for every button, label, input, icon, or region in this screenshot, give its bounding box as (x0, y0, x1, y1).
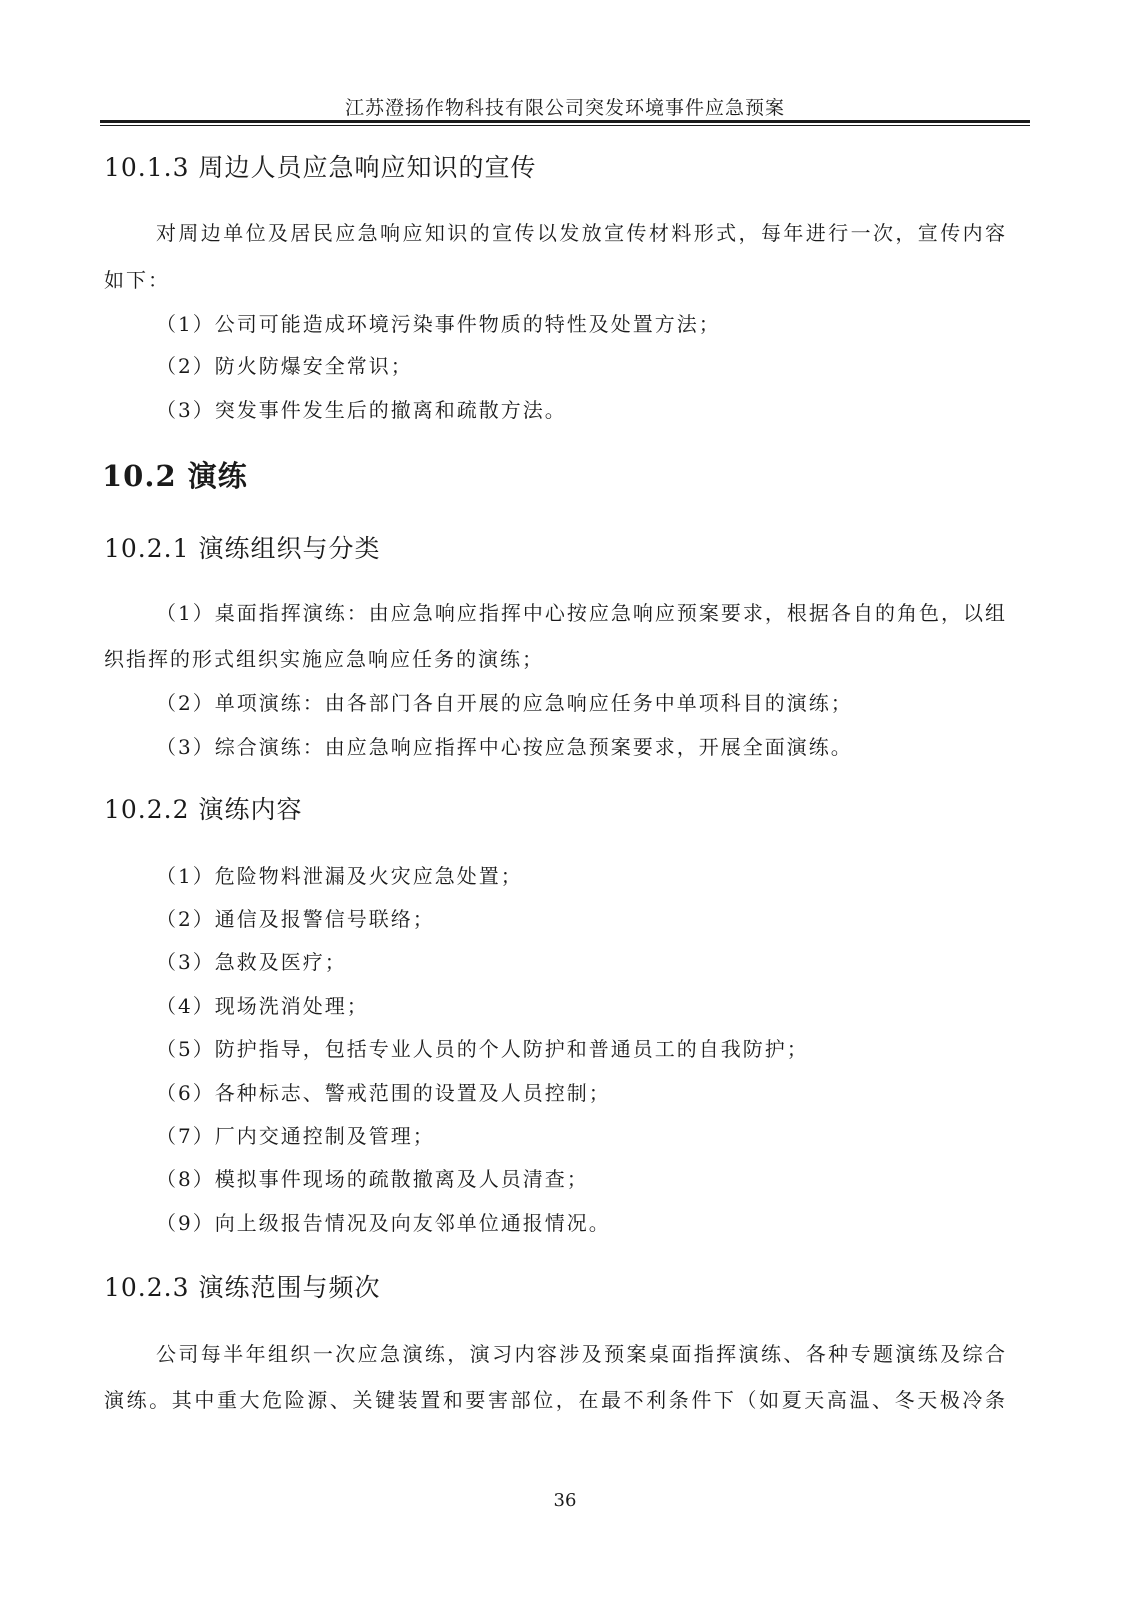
section-10-2-1-item2: （2）单项演练：由各部门各自开展的应急响应任务中单项科目的演练； (156, 691, 853, 715)
section-10-2-2-item: （6）各种标志、警戒范围的设置及人员控制； (156, 1081, 611, 1105)
document-header-title: 江苏澄扬作物科技有限公司突发环境事件应急预案 (344, 97, 785, 119)
section-10-2-2-item: （8）模拟事件现场的疏散撤离及人员清查； (156, 1167, 589, 1191)
section-10-1-3-item: （3）突发事件发生后的撤离和疏散方法。 (156, 398, 567, 422)
header-rule-thick (100, 120, 1030, 123)
section-10-2-2-item: （5）防护指导，包括专业人员的个人防护和普通员工的自我防护； (156, 1037, 809, 1061)
section-10-2-3-para-line1: 公司每半年组织一次应急演练，演习内容涉及预案桌面指挥演练、各种专题演练及综合 (156, 1342, 1006, 1366)
section-10-2-1-item1-line2: 织指挥的形式组织实施应急响应任务的演练； (104, 647, 544, 671)
section-10-1-3-intro-line2: 如下： (104, 268, 170, 292)
section-10-1-3-item: （1）公司可能造成环境污染事件物质的特性及处置方法； (156, 312, 721, 336)
section-10-2-1-item1-line1: （1）桌面指挥演练：由应急响应指挥中心按应急响应预案要求，根据各自的角色，以组 (156, 601, 1006, 625)
section-10-2-3-para-line2: 演练。其中重大危险源、关键装置和要害部位，在最不利条件下（如夏天高温、冬天极冷条 (104, 1388, 1006, 1412)
section-10-2-2-item: （4）现场洗消处理； (156, 994, 369, 1018)
section-10-1-3-item: （2）防火防爆安全常识； (156, 354, 413, 378)
section-10-2-3-heading: 10.2.3 演练范围与频次 (104, 1273, 381, 1302)
section-10-2-heading: 10.2 演练 (102, 459, 248, 493)
section-10-2-2-item: （7）厂内交通控制及管理； (156, 1124, 435, 1148)
section-10-2-1-heading: 10.2.1 演练组织与分类 (104, 534, 381, 563)
section-10-2-1-item3: （3）综合演练：由应急响应指挥中心按应急预案要求，开展全面演练。 (156, 735, 853, 759)
page-number: 36 (553, 1490, 577, 1511)
header-rule-thin (100, 125, 1030, 126)
section-10-2-2-item: （3）急救及医疗； (156, 950, 347, 974)
section-10-2-2-item: （9）向上级报告情况及向友邻单位通报情况。 (156, 1211, 611, 1235)
section-10-1-3-intro-line1: 对周边单位及居民应急响应知识的宣传以发放宣传材料形式，每年进行一次，宣传内容 (156, 221, 1006, 245)
section-10-2-2-heading: 10.2.2 演练内容 (104, 795, 303, 824)
section-10-2-2-item: （2）通信及报警信号联络； (156, 907, 435, 931)
section-10-2-2-item: （1）危险物料泄漏及火灾应急处置； (156, 864, 523, 888)
section-10-1-3-heading: 10.1.3 周边人员应急响应知识的宣传 (104, 153, 537, 182)
